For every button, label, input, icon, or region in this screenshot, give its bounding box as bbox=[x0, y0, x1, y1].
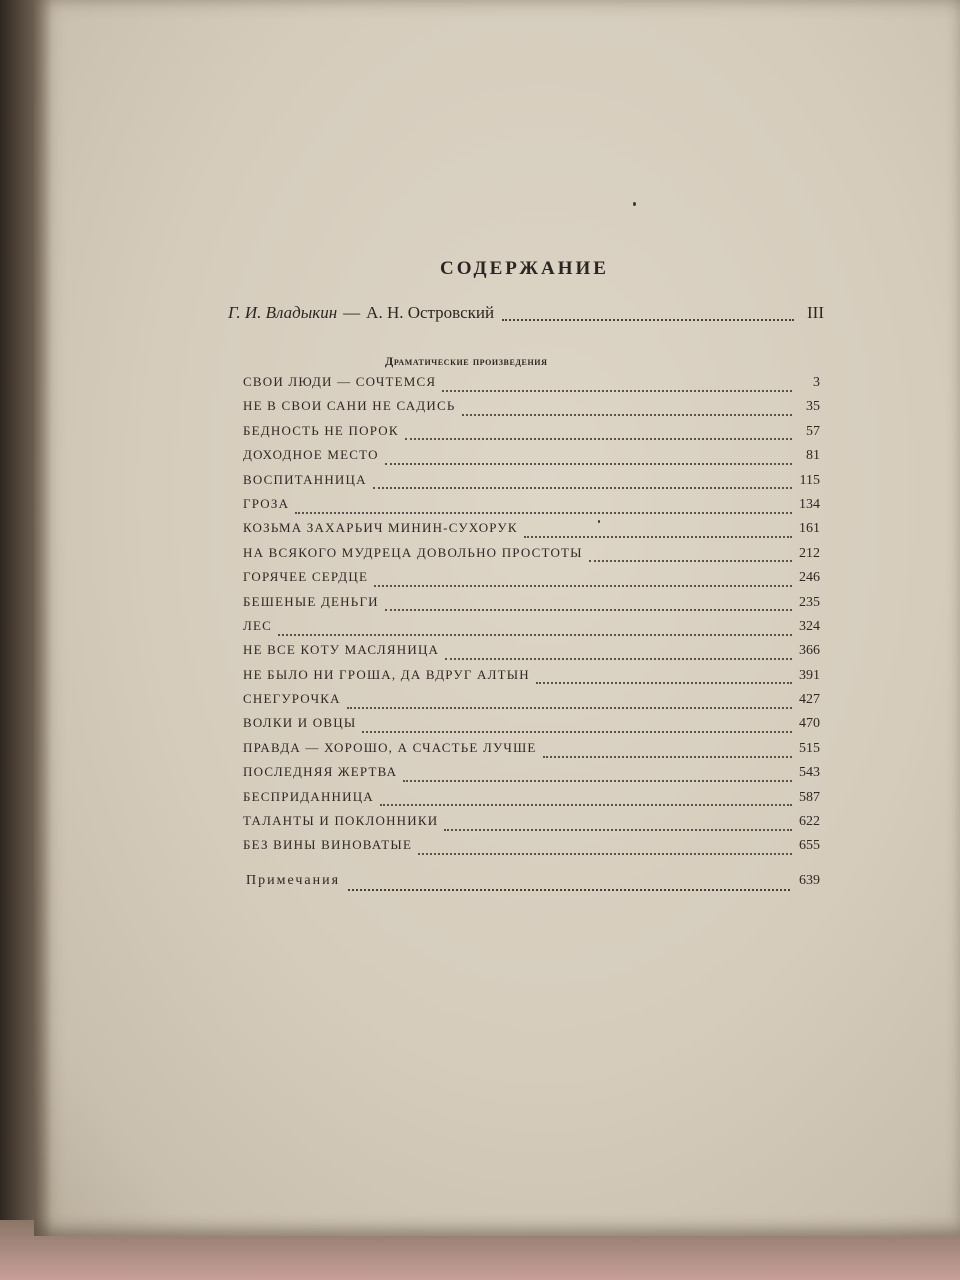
toc-entry-title: НЕ ВСЕ КОТУ МАСЛЯНИЦА bbox=[243, 642, 440, 658]
toc-entry-title: ЛЕС bbox=[243, 617, 273, 633]
contents-list bbox=[243, 374, 820, 862]
page-number: 470 bbox=[799, 716, 820, 732]
page-number: 81 bbox=[806, 448, 820, 464]
dot-leader bbox=[373, 486, 792, 489]
toc-entry-title: БЕЗ ВИНЫ ВИНОВАТЫЕ bbox=[243, 837, 413, 853]
toc-entry-title: НА ВСЯКОГО МУДРЕЦА ДОВОЛЬНО ПРОСТОТЫ bbox=[243, 544, 583, 560]
contents-title: СОДЕРЖАНИЕ bbox=[440, 258, 609, 279]
toc-entry bbox=[243, 423, 820, 447]
toc-entry bbox=[243, 569, 820, 593]
toc-entry-title: ВОЛКИ И ОВЦЫ bbox=[243, 715, 357, 731]
preface-entry bbox=[228, 303, 824, 327]
toc-entry-title: ВОСПИТАННИЦА bbox=[243, 471, 367, 487]
page-number: 134 bbox=[799, 496, 820, 512]
page-number: 3 bbox=[813, 375, 820, 390]
toc-entry bbox=[243, 813, 820, 837]
toc-entry bbox=[243, 715, 820, 739]
page-number: 35 bbox=[806, 399, 820, 415]
toc-entry-title: ДОХОДНОЕ МЕСТО bbox=[243, 447, 379, 463]
page-number: 235 bbox=[799, 594, 820, 610]
toc-entry-title: ГРОЗА bbox=[243, 495, 290, 511]
dot-leader bbox=[385, 608, 792, 611]
toc-entry-title: СВОИ ЛЮДИ — СОЧТЕМСЯ bbox=[243, 374, 437, 389]
dot-leader bbox=[444, 828, 792, 831]
dot-leader bbox=[536, 681, 792, 684]
page-number: III bbox=[807, 303, 824, 322]
toc-entry bbox=[243, 764, 820, 788]
toc-entry bbox=[243, 398, 820, 422]
toc-entry bbox=[243, 545, 820, 569]
toc-entry-title: ТАЛАНТЫ И ПОКЛОННИКИ bbox=[243, 813, 439, 829]
notes-entry bbox=[246, 873, 820, 897]
page-number: 391 bbox=[799, 667, 820, 683]
dot-leader bbox=[374, 584, 792, 587]
page-number: 655 bbox=[799, 838, 820, 854]
toc-entry bbox=[243, 789, 820, 813]
dot-leader bbox=[405, 437, 792, 440]
dot-leader bbox=[278, 633, 792, 636]
page-number: 587 bbox=[799, 789, 820, 805]
dot-leader bbox=[442, 389, 792, 392]
toc-entry-title: НЕ БЫЛО НИ ГРОША, ДА ВДРУГ АЛТЫН bbox=[243, 666, 530, 682]
page-number: 324 bbox=[799, 618, 820, 634]
toc-entry bbox=[243, 837, 820, 861]
toc-entry-title: БЕДНОСТЬ НЕ ПОРОК bbox=[243, 422, 399, 438]
toc-entry-title: БЕШЕНЫЕ ДЕНЬГИ bbox=[243, 593, 379, 609]
toc-entry bbox=[243, 691, 820, 715]
toc-entry-title: ПРАВДА — ХОРОШО, А СЧАСТЬЕ ЛУЧШЕ bbox=[243, 739, 537, 755]
preface-dash: — bbox=[343, 303, 361, 322]
toc-entry-title: ГОРЯЧЕЕ СЕРДЦЕ bbox=[243, 569, 369, 585]
dot-leader bbox=[502, 318, 794, 321]
toc-entry bbox=[243, 618, 820, 642]
page-number: 246 bbox=[799, 570, 820, 586]
page-fold-shadow bbox=[34, 0, 52, 1236]
dot-leader bbox=[380, 803, 792, 806]
toc-entry bbox=[243, 496, 820, 520]
page-number: 161 bbox=[799, 521, 820, 537]
dot-leader bbox=[418, 852, 792, 855]
toc-entry-title: СНЕГУРОЧКА bbox=[243, 691, 341, 707]
dot-leader bbox=[385, 462, 792, 465]
page-number: 57 bbox=[806, 423, 820, 439]
toc-entry bbox=[243, 374, 820, 398]
notes-label: Примечания bbox=[246, 873, 341, 888]
dot-leader bbox=[347, 706, 792, 709]
page-number: 639 bbox=[799, 873, 820, 888]
preface-author: Г. И. Владыкин bbox=[228, 303, 338, 322]
page-number: 515 bbox=[799, 740, 820, 756]
dot-leader bbox=[524, 535, 792, 538]
toc-entry bbox=[243, 447, 820, 471]
ink-speck bbox=[633, 202, 636, 206]
dot-leader bbox=[462, 413, 793, 416]
dot-leader bbox=[348, 888, 790, 891]
toc-entry bbox=[243, 740, 820, 764]
dot-leader bbox=[295, 511, 792, 514]
dot-leader bbox=[445, 657, 792, 660]
page-number: 115 bbox=[799, 472, 820, 488]
page-number: 427 bbox=[799, 692, 820, 708]
section-heading: Драматические произведения bbox=[385, 354, 548, 368]
dot-leader bbox=[543, 755, 792, 758]
toc-entry bbox=[243, 520, 820, 544]
page-number: 543 bbox=[799, 765, 820, 781]
page-number: 366 bbox=[799, 643, 820, 659]
toc-entry-title: КОЗЬМА ЗАХАРЬИЧ МИНИН-СУХОРУК bbox=[243, 520, 518, 536]
toc-entry bbox=[243, 642, 820, 666]
toc-entry-title: БЕСПРИДАННИЦА bbox=[243, 788, 374, 804]
toc-entry-title: ПОСЛЕДНЯЯ ЖЕРТВА bbox=[243, 764, 398, 780]
page-number: 622 bbox=[799, 814, 820, 830]
page-number: 212 bbox=[799, 545, 820, 561]
toc-entry bbox=[243, 472, 820, 496]
dot-leader bbox=[403, 779, 792, 782]
toc-entry-title: НЕ В СВОИ САНИ НЕ САДИСЬ bbox=[243, 398, 456, 414]
dot-leader bbox=[589, 559, 792, 562]
toc-entry bbox=[243, 667, 820, 691]
toc-entry bbox=[243, 594, 820, 618]
preface-subject: А. Н. Островский bbox=[366, 303, 495, 322]
dot-leader bbox=[362, 730, 792, 733]
